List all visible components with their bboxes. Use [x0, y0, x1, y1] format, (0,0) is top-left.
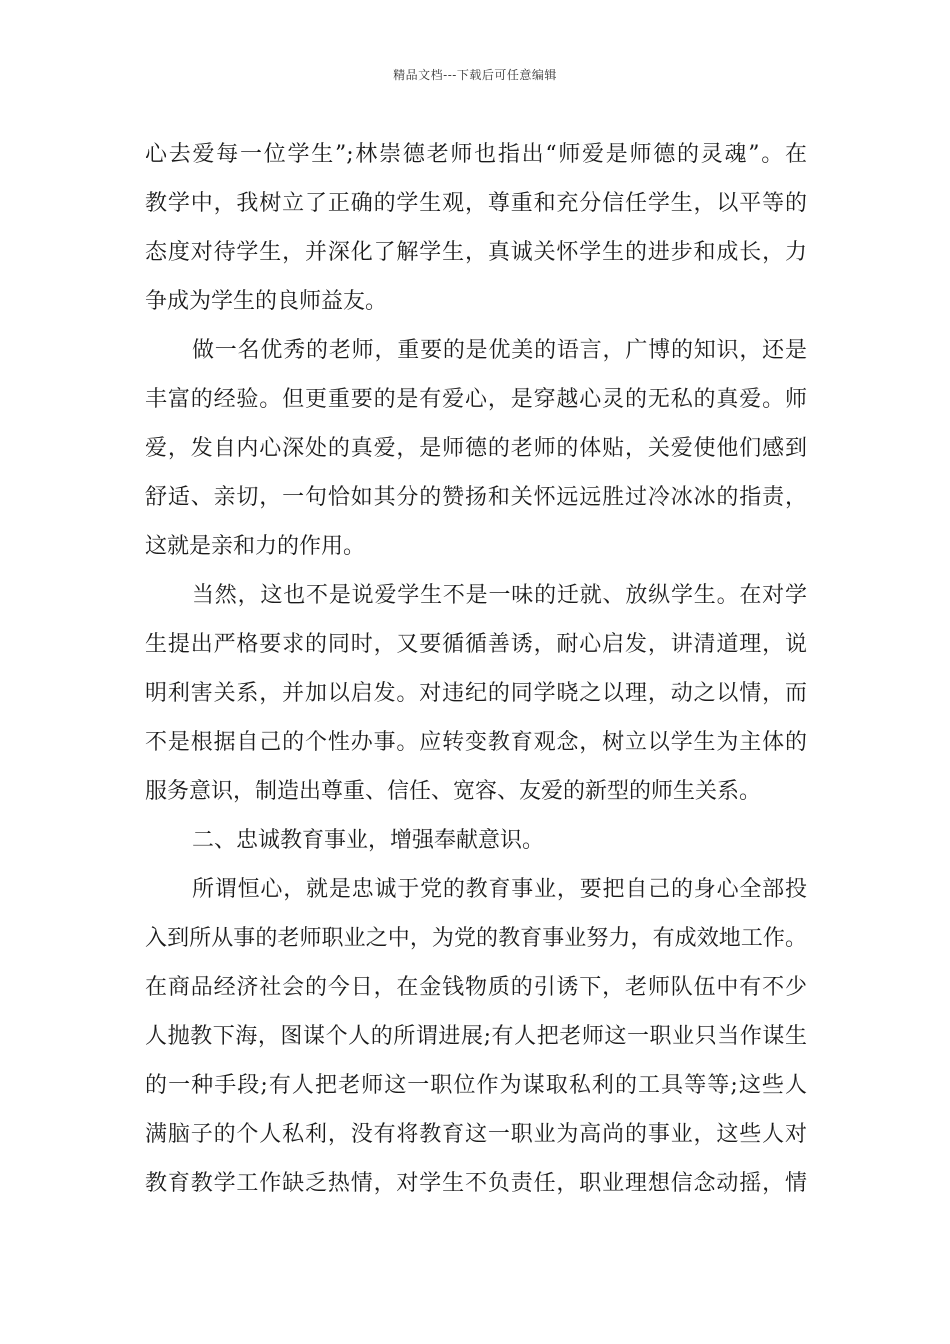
text-line: 爱，发自内心深处的真爱，是师德的老师的体贴，关爱使他们感到	[145, 436, 807, 461]
page-header: 精品文档---下载后可任意编辑	[393, 68, 557, 82]
text-line: 心去爱每一位学生”;林崇德老师也指出“师爱是师德的灵魂”。在	[145, 142, 807, 167]
text-line: 舒适、亲切，一句恰如其分的赞扬和关怀远远胜过冷冰冰的指责，	[145, 485, 807, 510]
text-line: 不是根据自己的个性办事。应转变教育观念，树立以学生为主体的	[145, 730, 807, 755]
text-line: 满脑子的个人私利，没有将教育这一职业为高尚的事业，这些人对	[145, 1122, 807, 1147]
text-line: 教育教学工作缺乏热情，对学生不负责任，职业理想信念动摇，情	[145, 1171, 807, 1196]
text-line: 做一名优秀的老师，重要的是优美的语言，广博的知识，还是	[192, 338, 807, 363]
text-line: 在商品经济社会的今日，在金钱物质的引诱下，老师队伍中有不少	[145, 975, 807, 1000]
text-line: 丰富的经验。但更重要的是有爱心，是穿越心灵的无私的真爱。师	[145, 387, 807, 412]
section-heading: 二、忠诚教育事业，增强奉献意识。	[192, 828, 545, 853]
text-line: 生提出严格要求的同时，又要循循善诱，耐心启发，讲清道理，说	[145, 632, 807, 657]
text-line: 的一种手段;有人把老师这一职位作为谋取私利的工具等等;这些人	[145, 1073, 807, 1098]
text-line: 服务意识，制造出尊重、信任、宽容、友爱的新型的师生关系。	[145, 779, 762, 804]
text-line: 态度对待学生，并深化了解学生，真诚关怀学生的进步和成长，力	[145, 240, 807, 265]
text-line: 这就是亲和力的作用。	[145, 534, 366, 559]
text-line: 所谓恒心，就是忠诚于党的教育事业，要把自己的身心全部投	[192, 877, 807, 902]
text-line: 人抛教下海，图谋个人的所谓进展;有人把老师这一职业只当作谋生	[145, 1024, 807, 1049]
text-line: 教学中，我树立了正确的学生观，尊重和充分信任学生，以平等的	[145, 191, 807, 216]
text-line: 争成为学生的良师益友。	[145, 289, 388, 314]
document-body	[145, 130, 807, 1208]
text-line: 明利害关系，并加以启发。对违纪的同学晓之以理，动之以情，而	[145, 681, 807, 706]
text-line: 当然，这也不是说爱学生不是一味的迁就、放纵学生。在对学	[192, 583, 807, 608]
text-line: 入到所从事的老师职业之中，为党的教育事业努力，有成效地工作。	[145, 926, 807, 951]
